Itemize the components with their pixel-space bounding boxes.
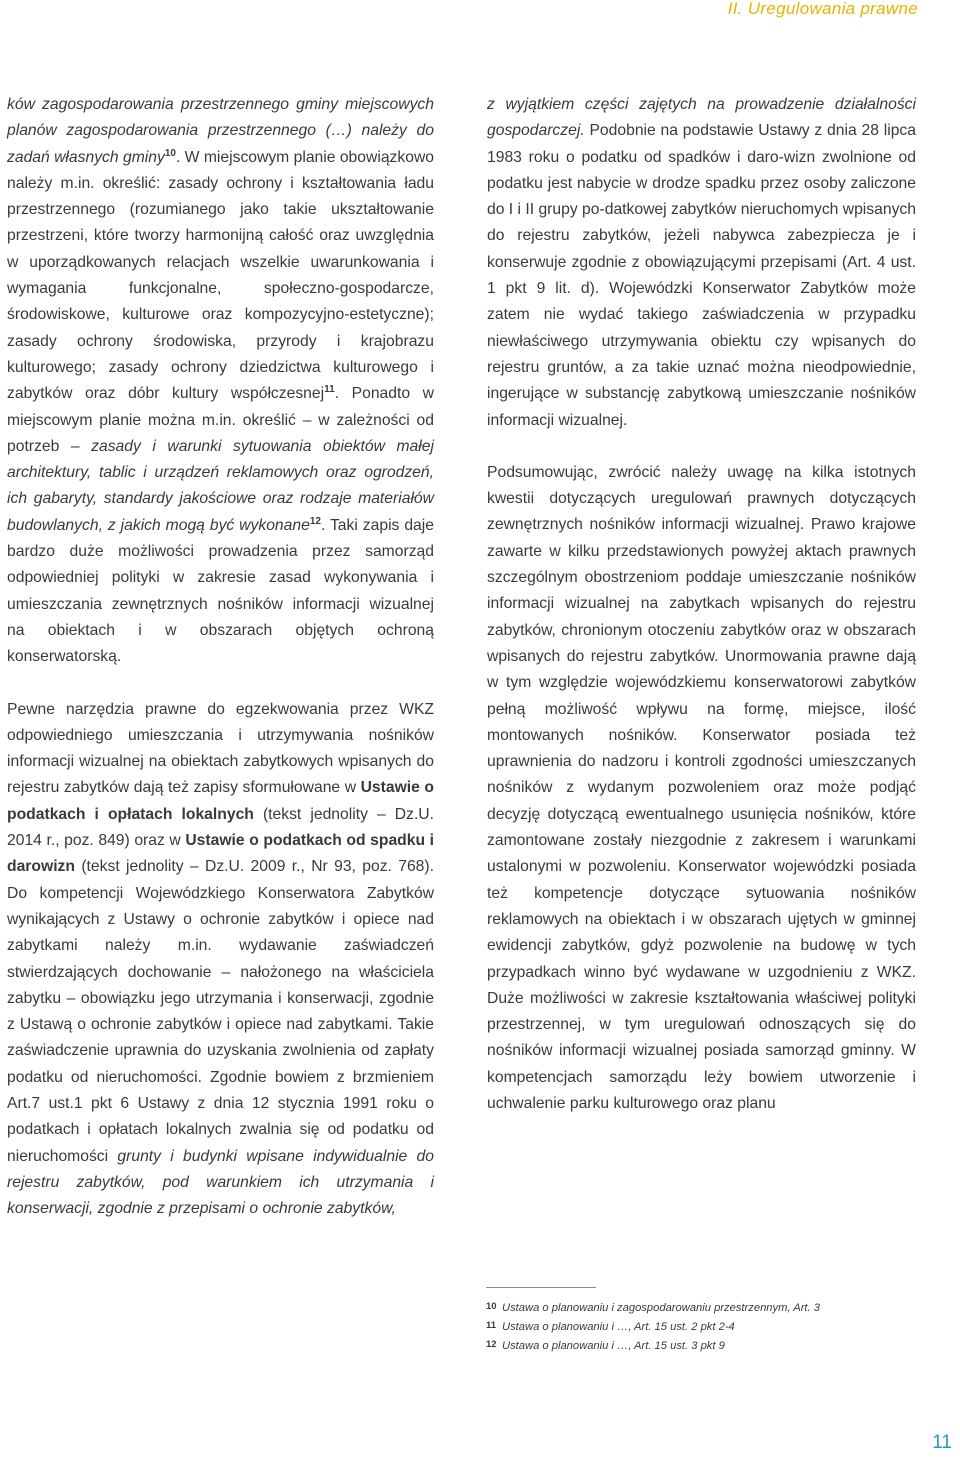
page-number: 11 — [932, 1432, 952, 1453]
paragraph — [7, 92, 434, 671]
footnote-ref[interactable]: 10 — [164, 147, 176, 159]
body-text: (tekst jednolity – Dz.U. 2014 r., poz. 849) oraz w — [7, 805, 434, 850]
law-title: Ustawie o podatkach od spadku i darowizn — [7, 832, 434, 876]
italic-text: ków zagospodarowania przestrzennego gminy miejscowych planów zagospodarowania przestrzennego (…) należy do zadań własnych gminy — [7, 96, 434, 166]
footnote-text: Ustawa o planowaniu i …, Art. 15 ust. 3 pkt 9 — [502, 1340, 725, 1352]
italic-text: zasady i warunki sytuowania obiektów małej architektury, tablic i urządzeń reklamowych oraz ogrodzeń, ich gabaryty, standardy jakościowe oraz rodzaje materiałów budowlanych, z jakich mogą być wykonane — [7, 437, 434, 534]
italic-text: z wyjątkiem części zajętych na prowadzenie działalności gospodarczej. — [487, 96, 916, 140]
footnote-item — [486, 1317, 926, 1336]
body-text: . Taki zapis daje bardzo duże możliwości prowadzenia przez samorząd odpowiedniej polityki w zakresie zasad wykonywania i umieszczania zewnętrznych nośników informacji wizualnej na obiektach i w obszarach objętych ochroną konserwatorską. — [7, 516, 434, 666]
right-column — [487, 92, 916, 1117]
body-text: Podsumowując, zwrócić należy uwagę na kilka istotnych kwestii dotyczących uregulowań prawnych dotyczących zewnętrznych nośników informacji wizualnej. Prawo krajowe zawarte w kilku przedstawionych powyżej aktach prawnych szczególnym obostrzeniom poddaje umieszczanie nośników informacji wizualnej na zabytkach wpisanych do rejestru zabytków, chronionym otoczeniu zabytków oraz w obszarach wpisanych do rejestru zabytków. Unormowania prawne dają w tym względzie wojewódzkiemu konserwatorowi zabytków pełną możliwość wpływu na formę, miejsce, ilość montowanych nośników. Konserwator posiada też uprawnienia do nadzoru i kontroli zgodności umieszczanych nośników z wydanym pozwoleniem oraz może podjąć decyzję dotyczącą ewentualnego usunięcia nośników, które zamontowane zostały niezgodnie z zakresem i warunkami ustalonymi w pozwoleniu. Konserwator wojewódzki posiada też kompetencje dotyczące sytuowania nośników reklamowych na obiektach i w obszarach ujętych w gminnej ewidencji zabytków, gdyż pozwolenie na budowę w tych przypadkach winno być wydawane w uzgodnieniu z WKZ. Duże możliwości w zakresie kształtowania właściwej polityki przestrzennej, w tym uregulowań odnoszących się do nośników informacji wizualnej posiada samorząd gminny. W kompetencjach samorządu leży bowiem utworzenie i uchwalenie parku kulturowego oraz planu — [487, 463, 916, 1112]
footnote-text: Ustawa o planowaniu i …, Art. 15 ust. 2 pkt 2-4 — [502, 1321, 735, 1333]
footnote-text: Ustawa o planowaniu i zagospodarowaniu przestrzennym, Art. 3 — [502, 1302, 820, 1314]
body-text: . Ponadto w miejscowym planie można m.in. określić – w zależności od potrzeb – — [7, 385, 434, 455]
running-header — [0, 0, 960, 22]
footnote-number: 11 — [486, 1320, 497, 1331]
section-title: II. Uregulowania prawne — [727, 0, 918, 18]
italic-text: grunty i budynki wpisane indywidualnie do rejestru zabytków, pod warunkiem ich utrzymania i konserwacji, zgodnie z przepisami o ochronie zabytków, — [7, 1147, 434, 1218]
body-text: (tekst jednolity – Dz.U. 2009 r., Nr 93, poz. 768). Do kompetencji Wojewódzkiego Konserwatora Zabytków wynikających z Ustawy o ochronie zabytków i opiece nad zabytkami należy m.in. wydawanie zaświadczeń stwierdzających dochowanie – nałożonego na właściciela zabytku – obowiązku jego utrzymania i konserwacji, zgodnie z Ustawą o ochronie zabytków i opiece nad zabytkami. Takie zaświadczenie uprawnia do uzyskania zwolnienia od zapłaty podatku od nieruchomości. Zgodnie bowiem z brzmieniem Art.7 ust.1 pkt 6 Ustawy z dnia 12 stycznia 1991 roku o podatkach i opłatach lokalnych zwalnia się od podatku od nieruchomości — [7, 858, 434, 1165]
footnote-ref[interactable]: 12 — [309, 515, 321, 527]
body-text: Pewne narzędzia prawne do egzekwowania przez WKZ odpowiedniego umieszczania i utrzymywania nośników informacji wizualnej na obiektach zabytkowych wpisanych do rejestru zabytków dają też zapisy sformułowane w — [7, 700, 434, 797]
footnote-item — [486, 1298, 926, 1317]
footnote-number: 10 — [486, 1301, 497, 1312]
footnote-number: 12 — [486, 1339, 497, 1350]
footnote-ref[interactable]: 11 — [324, 384, 335, 396]
left-column — [7, 92, 434, 1222]
law-title: Ustawie o podatkach i opłatach lokalnych — [7, 779, 434, 823]
body-text: Podobnie na podstawie Ustawy z dnia 28 lipca 1983 roku o podatku od spadków i daro-wizn zwolnione od podatku jest nabycie w drodze spadku przez osoby zaliczone do I i II grupy po-datkowej zabytków nieruchomych wpisanych do rejestru zabytków, jeżeli nabywca zabezpiecza je i konserwuje zgodnie z obowiązującymi przepisami (Art. 4 ust. 1 pkt 9 lit. d). Wojewódzki Konserwator Zabytków może zatem nie wydać takiego zaświadczenia w przypadku niewłaściwego utrzymywania obiektu czy wpisanych do rejestru gruntów, a za takie uznać można nieodpowiednie, ingerujące w substancję zabytkową umieszczanie nośników informacji wizualnej. — [487, 122, 917, 429]
body-text: . W miejscowym planie obowiązkowo należy m.in. określić: zasady ochrony i kształtowania ładu przestrzennego (rozumianego jako takie ukształtowanie przestrzeni, które tworzy harmonijną całość oraz uwzględnia w uporządkowanych relacjach wszelkie uwarunkowania i wymagania funkcjonalne, społeczno-gospodarcze, środowiskowe, kulturowe oraz kompozycyjno-estetyczne); zasady ochrony środowiska, przyrody i krajobrazu kulturowego; zasady ochrony dziedzictwa kulturowego i zabytków oraz dóbr kultury współczesnej — [7, 148, 435, 403]
paragraph — [487, 460, 916, 1117]
footnote-item — [486, 1336, 926, 1355]
paragraph — [487, 92, 916, 434]
footnote-divider — [486, 1287, 596, 1288]
paragraph — [7, 697, 434, 1223]
footnotes — [486, 1298, 926, 1355]
